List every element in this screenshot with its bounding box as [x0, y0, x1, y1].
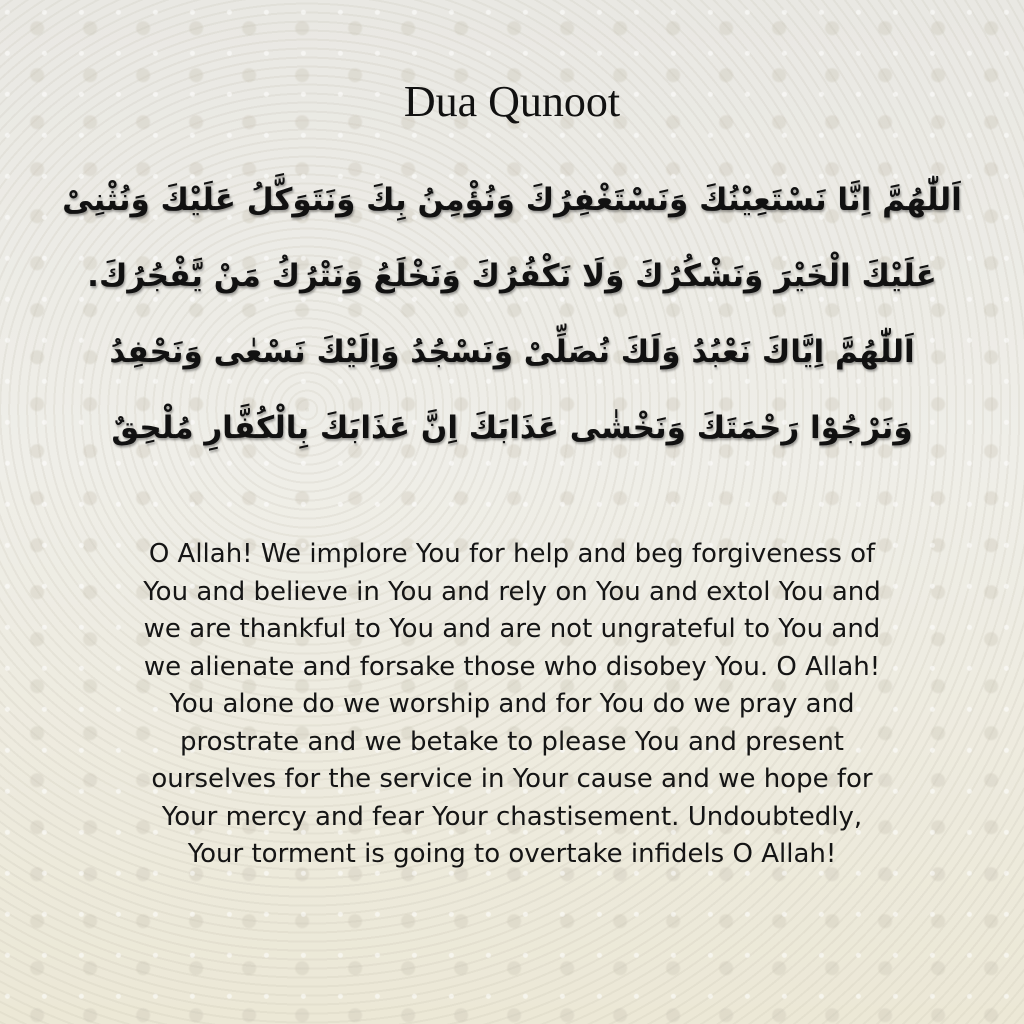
- arabic-line: اَللّٰهُمَّ اِنَّا نَسْتَعِيْنُكَ وَنَسْتَغْفِرُكَ وَنُؤْمِنُ بِكَ وَنَتَوَكَّلُ عَلَيْكَ وَنُثْنِیْ: [62, 182, 962, 218]
- translation-line: Your torment is going to overtake infidels O Allah!: [187, 839, 837, 869]
- translation-text: [50, 536, 974, 874]
- translation-line: O Allah! We implore You for help and beg forgiveness of: [148, 539, 876, 569]
- arabic-line: اَللّٰهُمَّ اِيَّاكَ نَعْبُدُ وَلَكَ نُصَلِّىْ وَنَسْجُدُ وَاِلَيْكَ نَسْعٰى وَنَحْفِدُ: [109, 334, 915, 370]
- page-title: Dua Qunoot: [403, 77, 621, 126]
- translation-line: ourselves for the service in Your cause and we hope for: [151, 764, 873, 794]
- translation-line: we alienate and forsake those who disobey You. O Allah!: [143, 651, 881, 682]
- translation-line: we are thankful to You and are not ungrateful to You and: [143, 614, 881, 644]
- arabic-line: وَنَرْجُوْا رَحْمَتَكَ وَنَخْشٰى عَذَابَكَ اِنَّ عَذَابَكَ بِالْكُفَّارِ مُلْحِقٌ: [111, 410, 913, 446]
- arabic-line: عَلَيْكَ الْخَيْرَ وَنَشْكُرُكَ وَلَا نَكْفُرُكَ وَنَخْلَعُ وَنَتْرُكُ مَنْ يَّفْجُرُكَ.: [87, 258, 937, 294]
- translation-line: Your mercy and fear Your chastisement. Undoubtedly,: [161, 801, 863, 832]
- translation-line: You and believe in You and rely on You and extol You and: [143, 576, 881, 607]
- arabic-dua-text: [30, 162, 994, 466]
- translation-line: You alone do we worship and for You do we pray and: [169, 689, 855, 719]
- translation-line: prostrate and we betake to please You and present: [180, 726, 844, 757]
